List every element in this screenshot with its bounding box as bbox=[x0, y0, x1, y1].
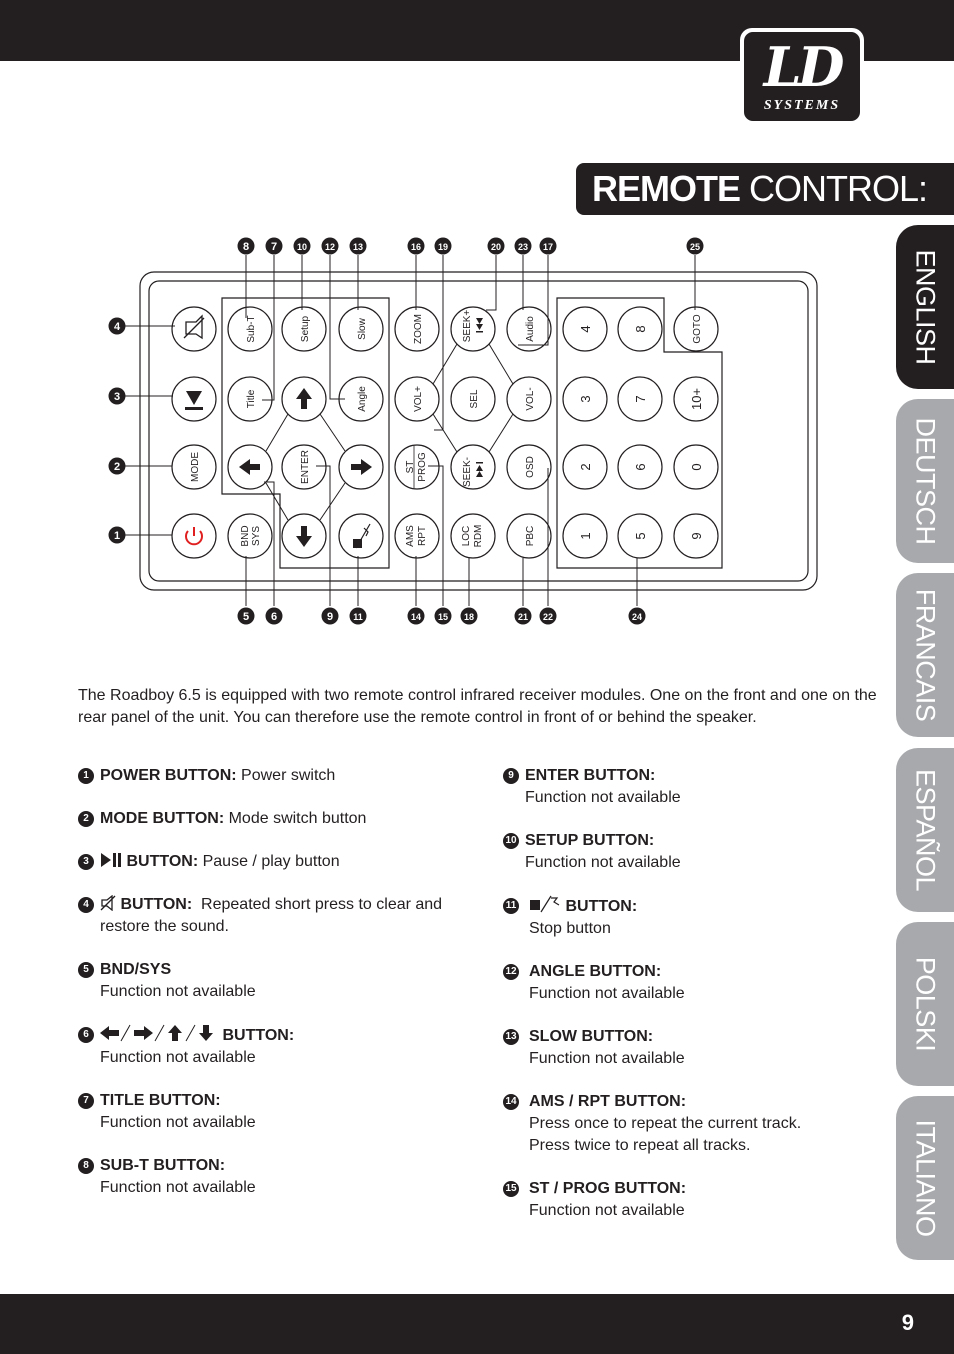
svg-text:17: 17 bbox=[542, 242, 554, 252]
vol-plus-label: VOL+ bbox=[413, 386, 424, 412]
num-label: 2 bbox=[578, 463, 593, 471]
callout-15 bbox=[435, 608, 452, 625]
callout-22 bbox=[540, 608, 557, 625]
intro-paragraph: The Roadboy 6.5 is equipped with two remote control infrared receiver modules. One on the front and one on the rear panel of the unit. You can therefore use the remote control in front of or behind the speaker. bbox=[78, 687, 877, 726]
tab-label: ESPAÑOL bbox=[910, 768, 941, 892]
ams-label: AMS bbox=[405, 525, 416, 547]
num-label: 9 bbox=[689, 532, 704, 540]
callout-9 bbox=[322, 608, 339, 625]
num-label: 6 bbox=[633, 463, 648, 471]
sel-label: SEL bbox=[469, 389, 480, 409]
callout-13 bbox=[350, 238, 367, 255]
bnd-label: BND bbox=[240, 525, 251, 547]
item-text: Pause / play button bbox=[202, 853, 340, 870]
svg-text:10: 10 bbox=[296, 242, 308, 252]
list-item bbox=[78, 959, 458, 1003]
item-number: 2 bbox=[78, 811, 94, 827]
item-text: Power switch bbox=[241, 767, 336, 784]
svg-text:14: 14 bbox=[410, 612, 422, 622]
item-number: 10 bbox=[503, 833, 519, 849]
goto-label: GOTO bbox=[692, 314, 703, 344]
svg-text:23: 23 bbox=[517, 242, 529, 252]
list-item bbox=[78, 851, 458, 873]
list-item bbox=[503, 1026, 883, 1070]
rpt-label: RPT bbox=[417, 526, 428, 546]
enter-label: ENTER bbox=[300, 450, 311, 484]
list-item bbox=[503, 1091, 883, 1157]
setup-label: Setup bbox=[300, 315, 311, 343]
angle-label: Angle bbox=[357, 386, 368, 412]
slow-label: Slow bbox=[357, 318, 368, 340]
callout-12 bbox=[322, 238, 339, 255]
item-title: MODE BUTTON: bbox=[100, 810, 225, 827]
num-label: 8 bbox=[633, 325, 648, 333]
item-text: Function not available bbox=[100, 1049, 256, 1066]
num-label: 0 bbox=[689, 463, 704, 471]
item-title: TITLE BUTTON: bbox=[100, 1092, 221, 1109]
list-item bbox=[503, 895, 883, 940]
tab-label: ENGLISH bbox=[910, 249, 941, 365]
num-label: 4 bbox=[578, 325, 593, 333]
callout-3 bbox=[109, 388, 126, 405]
item-title: BND/SYS bbox=[100, 961, 172, 978]
svg-text:15: 15 bbox=[437, 612, 449, 622]
title-label: Title bbox=[246, 389, 257, 409]
item-number: 12 bbox=[503, 964, 519, 980]
item-number: 11 bbox=[503, 898, 519, 914]
item-text: Repeated short press to clear and bbox=[201, 896, 443, 913]
list-item bbox=[78, 894, 458, 938]
svg-text:21: 21 bbox=[517, 612, 529, 622]
svg-text:2: 2 bbox=[113, 461, 121, 473]
item-number: 5 bbox=[78, 962, 94, 978]
callout-8 bbox=[238, 238, 255, 255]
mute-button bbox=[172, 307, 216, 351]
list-item bbox=[503, 830, 883, 874]
item-number: 1 bbox=[78, 768, 94, 784]
svg-text:19: 19 bbox=[437, 242, 449, 252]
tab-espanol[interactable] bbox=[896, 748, 954, 912]
item-title: BUTTON: bbox=[565, 898, 638, 915]
item-title: AMS / RPT BUTTON: bbox=[529, 1093, 687, 1110]
svg-text:18: 18 bbox=[463, 612, 475, 622]
svg-text:9: 9 bbox=[326, 611, 334, 623]
callout-16 bbox=[408, 238, 425, 255]
num-label: 7 bbox=[633, 395, 648, 403]
svg-text:12: 12 bbox=[324, 242, 336, 252]
page-title-rest: CONTROL: bbox=[749, 168, 928, 209]
callout-19 bbox=[435, 238, 452, 255]
svg-text:16: 16 bbox=[410, 242, 422, 252]
prog-label: PROG bbox=[417, 452, 428, 482]
page-title-bold: REMOTE bbox=[592, 168, 741, 209]
item-text: Function not available bbox=[525, 854, 681, 871]
ten-plus-label: 10+ bbox=[689, 387, 704, 411]
vol-minus-label: VOL- bbox=[525, 387, 536, 411]
item-title: SLOW BUTTON: bbox=[529, 1028, 654, 1045]
svg-text:8: 8 bbox=[242, 241, 250, 253]
page-number: 9 bbox=[901, 1310, 914, 1335]
seek-plus-label: SEEK+ bbox=[462, 309, 473, 343]
item-title: SUB-T BUTTON: bbox=[100, 1157, 226, 1174]
callout-4 bbox=[109, 318, 126, 335]
item-title: POWER BUTTON: bbox=[100, 767, 237, 784]
stop-button bbox=[339, 514, 383, 558]
sys-label: SYS bbox=[251, 525, 262, 547]
list-item bbox=[78, 765, 458, 787]
svg-text:22: 22 bbox=[542, 612, 554, 622]
item-title: BUTTON: bbox=[222, 1027, 295, 1044]
svg-text:7: 7 bbox=[270, 241, 278, 253]
callout-6 bbox=[266, 608, 283, 625]
callout-25 bbox=[687, 238, 704, 255]
tab-label: FRANCAIS bbox=[910, 588, 941, 722]
item-text: Function not available bbox=[100, 1179, 256, 1196]
osd-label: OSD bbox=[525, 456, 536, 478]
button-list-left bbox=[78, 765, 458, 1199]
svg-text:1: 1 bbox=[113, 530, 121, 542]
svg-text:4: 4 bbox=[113, 321, 121, 333]
item-number: 7 bbox=[78, 1093, 94, 1109]
st-label: ST bbox=[405, 460, 416, 474]
num-label: 1 bbox=[578, 532, 593, 540]
list-item bbox=[78, 808, 458, 830]
pbc-label: PBC bbox=[525, 525, 536, 547]
loc-label: LOC bbox=[461, 525, 472, 547]
callout-11 bbox=[350, 608, 367, 625]
callout-21 bbox=[515, 608, 532, 625]
callout-1 bbox=[109, 527, 126, 544]
item-text: Function not available bbox=[529, 1050, 685, 1067]
mode-label: MODE bbox=[190, 452, 201, 482]
tab-label: DEUTSCH bbox=[910, 417, 941, 545]
svg-text:20: 20 bbox=[490, 242, 502, 252]
callout-18 bbox=[461, 608, 478, 625]
seek-plus-button bbox=[451, 307, 495, 351]
zoom-label: ZOOM bbox=[413, 314, 424, 344]
play-pause-icon bbox=[100, 852, 122, 868]
tab-polski[interactable] bbox=[896, 922, 954, 1086]
page-title bbox=[576, 163, 954, 215]
callout-14 bbox=[408, 608, 425, 625]
svg-text:25: 25 bbox=[689, 242, 701, 252]
item-title: BUTTON: bbox=[120, 896, 193, 913]
item-text: Function not available bbox=[100, 1114, 256, 1131]
tab-deutsch[interactable] bbox=[896, 399, 954, 563]
direction-arrows-icon bbox=[100, 1024, 218, 1042]
item-text: Function not available bbox=[529, 1202, 685, 1219]
logo-subtext: SYSTEMS bbox=[763, 98, 841, 113]
svg-text:11: 11 bbox=[353, 612, 363, 622]
list-item bbox=[78, 1024, 458, 1069]
callout-23 bbox=[515, 238, 532, 255]
item-number: 9 bbox=[503, 768, 519, 784]
item-number: 8 bbox=[78, 1158, 94, 1174]
item-title: ST / PROG BUTTON: bbox=[529, 1180, 687, 1197]
item-text: Function not available bbox=[529, 985, 685, 1002]
item-number: 4 bbox=[78, 897, 94, 913]
audio-label: Audio bbox=[525, 316, 536, 342]
item-text: Mode switch button bbox=[228, 810, 367, 827]
item-number: 14 bbox=[503, 1094, 519, 1110]
item-title: ENTER BUTTON: bbox=[525, 767, 656, 784]
list-item bbox=[503, 961, 883, 1005]
callout-24 bbox=[629, 608, 646, 625]
item-text: Function not available bbox=[525, 789, 681, 806]
tab-label: POLSKI bbox=[910, 956, 941, 1052]
logo-text: LD bbox=[763, 35, 841, 99]
item-text: Stop button bbox=[529, 920, 611, 937]
stop-icon bbox=[529, 895, 561, 913]
item-number: 13 bbox=[503, 1029, 519, 1045]
seek-minus-label: SEEK- bbox=[462, 456, 473, 488]
callout-17 bbox=[540, 238, 557, 255]
list-item bbox=[503, 765, 883, 809]
button-list-right bbox=[503, 765, 883, 1222]
svg-text:24: 24 bbox=[631, 612, 643, 622]
seek-minus-button bbox=[451, 445, 495, 489]
callout-20 bbox=[488, 238, 505, 255]
ld-systems-logo bbox=[740, 28, 864, 125]
mute-icon bbox=[100, 895, 116, 911]
svg-text:5: 5 bbox=[242, 611, 250, 623]
svg-text:3: 3 bbox=[113, 391, 121, 403]
sub-t-label: Sub-T bbox=[246, 315, 257, 343]
svg-text:13: 13 bbox=[352, 242, 364, 252]
item-text: Press once to repeat the current track. bbox=[529, 1115, 802, 1132]
rdm-label: RDM bbox=[473, 524, 484, 548]
remote-diagram bbox=[0, 225, 880, 635]
num-label: 5 bbox=[633, 532, 648, 540]
item-number: 3 bbox=[78, 854, 94, 870]
item-title: SETUP BUTTON: bbox=[525, 832, 655, 849]
item-title: ANGLE BUTTON: bbox=[529, 963, 662, 980]
item-number: 6 bbox=[78, 1027, 94, 1043]
list-item bbox=[503, 1178, 883, 1222]
bottom-bar bbox=[0, 1294, 954, 1354]
item-text: Function not available bbox=[100, 983, 256, 1000]
callout-7 bbox=[266, 238, 283, 255]
tab-english[interactable] bbox=[896, 225, 954, 389]
num-label: 3 bbox=[578, 395, 593, 403]
callout-2 bbox=[109, 458, 126, 475]
list-item bbox=[78, 1090, 458, 1134]
callout-5 bbox=[238, 608, 255, 625]
tab-italiano[interactable] bbox=[896, 1096, 954, 1260]
callout-10 bbox=[294, 238, 311, 255]
list-item bbox=[78, 1155, 458, 1199]
item-title: BUTTON: bbox=[126, 853, 199, 870]
svg-text:6: 6 bbox=[270, 611, 278, 623]
tab-label: ITALIANO bbox=[910, 1119, 941, 1237]
item-text: Press twice to repeat all tracks. bbox=[529, 1137, 751, 1154]
item-number: 15 bbox=[503, 1181, 519, 1197]
tab-francais[interactable] bbox=[896, 573, 954, 737]
item-text: restore the sound. bbox=[100, 918, 229, 935]
